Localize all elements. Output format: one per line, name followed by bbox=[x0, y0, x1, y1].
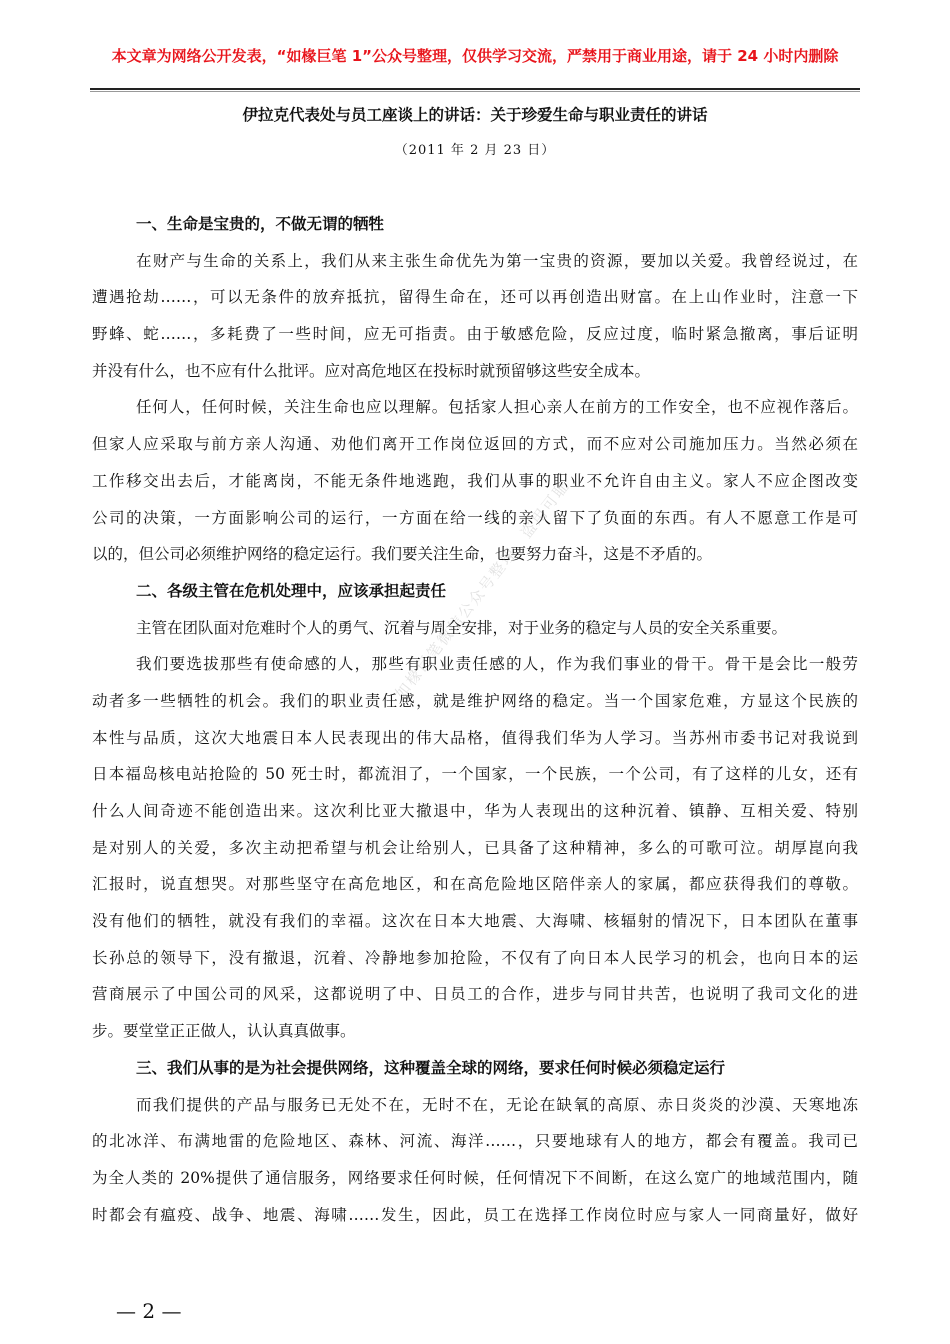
paragraph-line: 为全人类的 20%提供了通信服务，网络要求任何时候，任何情况下不间断，在这么宽广的地域范围内，随 bbox=[92, 1168, 858, 1187]
paragraph-line: 而我们提供的产品与服务已无处不在，无时不在，无论在缺氧的高原、赤日炎炎的沙漠、天寒地冻 bbox=[136, 1095, 858, 1114]
paragraph-line: 汇报时，说直想哭。对那些坚守在高危地区，和在高危险地区陪伴亲人的家属，都应获得我们的尊敬。 bbox=[92, 875, 858, 894]
copyright-notice: 本文章为网络公开发表，“如椽巨笔 1”公众号整理，仅供学习交流，严禁用于商业用途，请于 24 小时内删除 bbox=[111, 47, 839, 65]
header-rule bbox=[90, 88, 860, 90]
paragraph-line: 营商展示了中国公司的风采，这都说明了中、日员工的合作，进步与同甘共苦，也说明了我司文化的进 bbox=[92, 985, 858, 1004]
section-heading: 一、生命是宝贵的，不做无谓的牺牲 bbox=[136, 215, 385, 233]
paragraph-line: 什么人间奇迹不能创造出来。这次利比亚大撤退中，华为人表现出的这种沉着、镇静、互相关爱、特别 bbox=[92, 802, 858, 820]
page-number: — 2 — bbox=[116, 1299, 182, 1323]
watermark: 如椽巨笔微信公众号整理，盗用可耻 bbox=[391, 476, 574, 703]
paragraph-line: 公司的决策，一方面影响公司的运行，一方面在给一线的亲人留下了负面的东西。有人不愿意工作是可 bbox=[92, 508, 858, 527]
paragraph-line: 工作移交出去后，才能离岗，不能无条件地逃跑，我们从事的职业不允许自由主义。家人不应企图改变 bbox=[92, 471, 858, 490]
paragraph-line: 本性与品质，这次大地震日本人民表现出的伟大品格，值得我们华为人学习。当苏州市委书记对我说到 bbox=[92, 728, 858, 747]
header-rule-thin bbox=[90, 91, 860, 92]
paragraph-line: 我们要选拔那些有使命感的人，那些有职业责任感的人，作为我们事业的骨干。骨干是会比一般劳 bbox=[136, 655, 858, 674]
paragraph-line: 时都会有瘟疫、战争、地震、海啸……发生，因此，员工在选择工作岗位时应与家人一同商量好，做好 bbox=[92, 1205, 858, 1224]
paragraph-line: 长孙总的领导下，没有撤退，沉着、冷静地参加抢险，不仅有了向日本人民学习的机会，也向日本的运 bbox=[92, 948, 858, 967]
paragraph-line: 动者多一些牺牲的机会。我们的职业责任感，就是维护网络的稳定。当一个国家危难，方显这个民族的 bbox=[92, 691, 858, 710]
document-title: 伊拉克代表处与员工座谈上的讲话：关于珍爱生命与职业责任的讲话 bbox=[242, 105, 708, 124]
paragraph-line: 野蜂、蛇……，多耗费了一些时间，应无可指责。由于敏感危险，反应过度，临时紧急撤离，事后证明 bbox=[92, 325, 858, 344]
paragraph-line: 没有他们的牺牲，就没有我们的幸福。这次在日本大地震、大海啸、核辐射的情况下，日本团队在董事 bbox=[92, 912, 858, 931]
document-body bbox=[92, 206, 858, 1233]
section-heading: 二、各级主管在危机处理中，应该承担起责任 bbox=[136, 581, 447, 600]
paragraph-line: 主管在团队面对危难时个人的勇气、沉着与周全安排，对于业务的稳定与人员的安全关系重要。 bbox=[136, 618, 788, 637]
paragraph-line: 日本福岛核电站抢险的 50 死士时，都流泪了，一个国家，一个民族，一个公司，有了这样的儿女，还有 bbox=[92, 765, 858, 784]
paragraph-line: 在财产与生命的关系上，我们从来主张生命优先为第一宝贵的资源，要加以关爱。我曾经说过，在 bbox=[136, 251, 858, 270]
paragraph-line: 是对别人的关爱，多次主动把希望与机会让给别人，已具备了这种精神，多么的可歌可泣。胡厚崑向我 bbox=[92, 838, 858, 857]
paragraph-line: 以的，但公司必须维护网络的稳定运行。我们要关注生命，也要努力奋斗，这是不矛盾的。 bbox=[92, 545, 713, 564]
section-heading: 三、我们从事的是为社会提供网络，这种覆盖全球的网络，要求任何时候必须稳定运行 bbox=[136, 1058, 726, 1077]
paragraph-line: 但家人应采取与前方亲人沟通、劝他们离开工作岗位返回的方式，而不应对公司施加压力。当然必须在 bbox=[92, 435, 858, 454]
paragraph-line: 任何人，任何时候，关注生命也应以理解。包括家人担心亲人在前方的工作安全，也不应视作落后。 bbox=[136, 398, 858, 417]
paragraph-line: 的北冰洋、布满地雷的危险地区、森林、河流、海洋……，只要地球有人的地方，都会有覆盖。我司已 bbox=[92, 1132, 858, 1151]
paragraph-line: 步。要堂堂正正做人，认认真真做事。 bbox=[92, 1022, 356, 1041]
paragraph-line: 并没有什么，也不应有什么批评。应对高危地区在投标时就预留够这些安全成本。 bbox=[92, 361, 651, 380]
paragraph-line: 遭遇抢劫……，可以无条件的放弃抵抗，留得生命在，还可以再创造出财富。在上山作业时，注意一下 bbox=[92, 288, 858, 307]
document-date: （2011 年 2 月 23 日） bbox=[394, 143, 556, 158]
